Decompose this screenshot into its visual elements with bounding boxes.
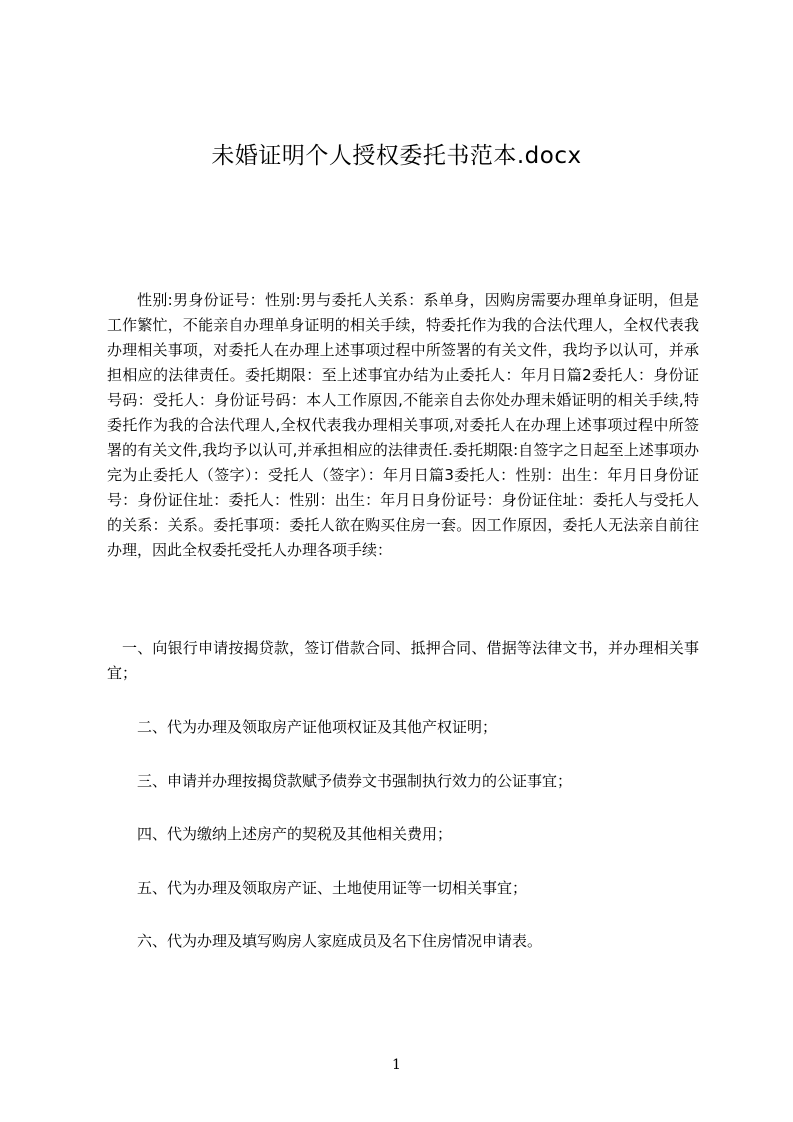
page-number: 1 [392,1057,401,1073]
main-paragraph: 性别:男身份证号：性别:男与委托人关系：系单身，因购房需要办理单身证明，但是工作繁忙，不能亲自办理单身证明的相关手续，特委托作为我的合法代理人，全权代表我办理相关事项，对委托人在办理上述事项过程中所签署的有关文件，我均予以认可，并承担相应的法律责任。委托期限：至上述事宜办结为止委托人：年月日篇2委托人：身份证号码：受托人：身份证号码：本人工作原因,不能亲自去你处办理未婚证明的相关手续,特委托作为我的合法代理人,全权代表我办理相关事项,对委托人在办理上述事项过程中所签署的有关文件,我均予以认可,并承担相应的法律责任.委托期限:自签字之日起至上述事项办完为止委托人（签字）：受托人（签字）：年月日篇3委托人：性别：出生：年月日身份证号：身份证住址：委托人：性别：出生：年月日身份证号：身份证住址：委托人与受托人的关系：关系。委托事项：委托人欲在购买住房一套。因工作原因，委托人无法亲自前往办理，因此全权委托受托人办理各项手续： [107,291,699,559]
list-item-2: 二、代为办理及领取房产证他项权证及其他产权证明； [137,718,498,736]
document-title: 未婚证明个人授权委托书范本.docx [211,143,582,169]
list-item-4: 四、代为缴纳上述房产的契税及其他相关费用； [137,825,453,843]
list-item-6: 六、代为办理及填写购房人家庭成员及名下住房情况申请表。 [137,932,543,950]
list-item-5: 五、代为办理及领取房产证、土地使用证等一切相关事宜； [137,879,528,897]
list-item-1: 一、向银行申请按揭贷款，签订借款合同、抵押合同、借据等法律文书，并办理相关事宜； [107,639,699,682]
list-item-3: 三、申请并办理按揭贷款赋予债券文书强制执行效力的公证事宜； [137,772,573,790]
